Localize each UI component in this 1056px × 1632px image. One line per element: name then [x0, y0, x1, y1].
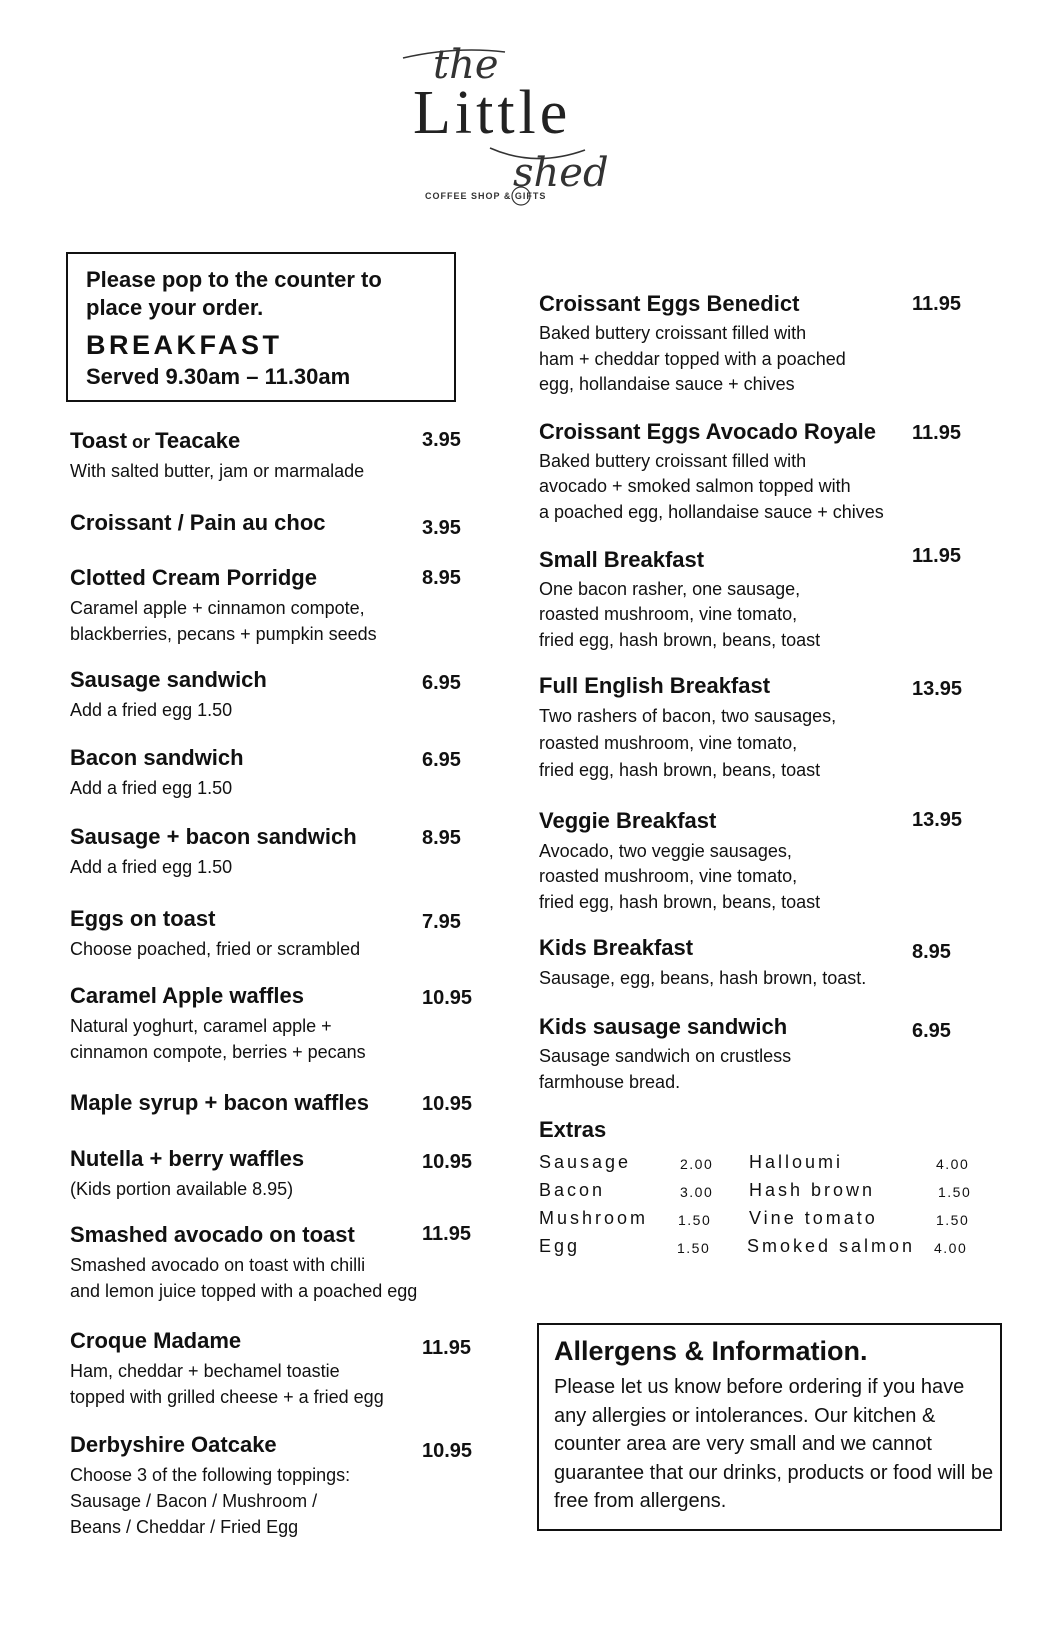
- allergens-box: [537, 1323, 1002, 1531]
- menu-item-name: Veggie Breakfast: [539, 808, 717, 833]
- menu-item-price: 11.95: [422, 1337, 471, 1359]
- logo-shed: shed: [513, 150, 609, 196]
- menu-item-price: 11.95: [912, 545, 961, 567]
- menu-item-name: Eggs on toast: [70, 906, 216, 931]
- menu-item-name: Kids Breakfast: [539, 935, 694, 960]
- menu-item-price: 6.95: [912, 1020, 951, 1042]
- menu-item-name: Sausage + bacon sandwich: [70, 824, 357, 849]
- menu-item-price: 10.95: [422, 1151, 473, 1173]
- allergens-body: Please let us know before ordering if you have any allergies or intolerances. Our kitchen & counter area are very small and we cannot guarantee that our drinks, products or food will be free from allergens.: [554, 1376, 994, 1512]
- menu-item-name: Kids sausage sandwich: [539, 1014, 788, 1039]
- menu-item-description: Sausage / Bacon / Mushroom /: [70, 1491, 318, 1511]
- menu-item-name: Croissant Eggs Benedict: [539, 291, 800, 316]
- menu-item-price: 10.95: [422, 1093, 473, 1115]
- extra-price: 4.00: [936, 1156, 970, 1172]
- extra-name: Hash brown: [749, 1180, 876, 1200]
- breakfast-heading: BREAKFAST: [86, 330, 283, 360]
- menu-item-description: Avocado, two veggie sausages,: [539, 841, 792, 861]
- menu-item-price: 13.95: [912, 678, 963, 700]
- menu-item-price: 8.95: [422, 567, 461, 589]
- menu-item-price: 7.95: [422, 911, 461, 933]
- menu-item-price: 13.95: [912, 809, 963, 831]
- menu-item-name: Full English Breakfast: [539, 673, 771, 698]
- menu-item-description: Choose 3 of the following toppings:: [70, 1465, 351, 1485]
- menu-item-price: 11.95: [422, 1223, 471, 1245]
- menu-item-name: Derbyshire Oatcake: [70, 1432, 277, 1457]
- menu-item-name: Croque Madame: [70, 1328, 242, 1353]
- menu-item-description: fried egg, hash brown, beans, toast: [539, 760, 821, 780]
- menu-item-description: fried egg, hash brown, beans, toast: [539, 630, 821, 650]
- menu-item-price: 11.95: [912, 293, 961, 315]
- logo-tagline: COFFEE SHOP & GIFTS: [425, 191, 547, 201]
- menu-item-description: roasted mushroom, vine tomato,: [539, 604, 798, 624]
- menu-item-name: Small Breakfast: [539, 547, 705, 572]
- menu-item-name: Clotted Cream Porridge: [70, 565, 317, 590]
- menu-item-description: Two rashers of bacon, two sausages,: [539, 706, 837, 726]
- menu-item-description: avocado + smoked salmon topped with: [539, 476, 851, 496]
- logo: [395, 38, 635, 216]
- menu-item-description: farmhouse bread.: [539, 1072, 681, 1092]
- menu-item-price: 8.95: [912, 941, 951, 963]
- menu-item-description: One bacon rasher, one sausage,: [539, 579, 801, 599]
- menu-item-description: roasted mushroom, vine tomato,: [539, 733, 798, 753]
- extras-heading: Extras: [539, 1117, 607, 1142]
- menu-item-price: 10.95: [422, 987, 473, 1009]
- extra-name: Egg: [539, 1236, 581, 1256]
- menu-item-description: blackberries, pecans + pumpkin seeds: [70, 624, 377, 644]
- menu-item-name: Toast or Teacake: [70, 428, 241, 453]
- menu-item-description: fried egg, hash brown, beans, toast: [539, 892, 821, 912]
- extra-name: Halloumi: [749, 1152, 844, 1172]
- menu-item-description: Sausage, egg, beans, hash brown, toast.: [539, 968, 867, 988]
- menu-item-price: 6.95: [422, 749, 461, 771]
- logo-the: the: [433, 42, 499, 88]
- menu-item-name: Smashed avocado on toast: [70, 1222, 355, 1247]
- extra-name: Mushroom: [539, 1208, 649, 1228]
- allergens-title: Allergens & Information.: [554, 1336, 868, 1366]
- menu-item-price: 3.95: [422, 517, 461, 539]
- menu-item-description: Baked buttery croissant filled with: [539, 323, 807, 343]
- menu-item-price: 3.95: [422, 429, 461, 451]
- extra-name: Sausage: [539, 1152, 632, 1172]
- menu-item-name: Croissant / Pain au choc: [70, 510, 326, 535]
- menu-item-description: (Kids portion available 8.95): [70, 1179, 294, 1199]
- logo-little: Little: [413, 79, 572, 147]
- order-info-box: [66, 252, 456, 402]
- menu-item-description: With salted butter, jam or marmalade: [70, 461, 365, 481]
- menu-item-description: Add a fried egg 1.50: [70, 857, 233, 877]
- extra-price: 1.50: [938, 1184, 972, 1200]
- extra-price: 1.50: [677, 1240, 711, 1256]
- menu-item-description: a poached egg, hollandaise sauce + chives: [539, 502, 884, 522]
- menu-item-description: Smashed avocado on toast with chilli: [70, 1255, 366, 1275]
- menu-item-description: ham + cheddar topped with a poached: [539, 349, 846, 369]
- menu-item-name: Maple syrup + bacon waffles: [70, 1090, 369, 1115]
- menu-item-description: Natural yoghurt, caramel apple +: [70, 1016, 332, 1036]
- menu-item-description: Ham, cheddar + bechamel toastie: [70, 1361, 340, 1381]
- menu-item-description: and lemon juice topped with a poached egg: [70, 1281, 418, 1301]
- menu-item-description: Beans / Cheddar / Fried Egg: [70, 1517, 299, 1537]
- served-hours: Served 9.30am – 11.30am: [86, 364, 351, 389]
- menu-item-name: Croissant Eggs Avocado Royale: [539, 419, 877, 444]
- menu-item-name: Bacon sandwich: [70, 745, 244, 770]
- extra-name: Smoked salmon: [747, 1236, 916, 1256]
- menu-item-description: Add a fried egg 1.50: [70, 778, 233, 798]
- extra-price: 4.00: [934, 1240, 968, 1256]
- menu-item-description: Choose poached, fried or scrambled: [70, 939, 361, 959]
- menu-item-description: Baked buttery croissant filled with: [539, 451, 807, 471]
- extra-price: 3.00: [680, 1184, 714, 1200]
- extra-name: Bacon: [539, 1180, 606, 1200]
- order-instruction-line2: place your order.: [86, 295, 264, 320]
- menu-item-description: Sausage sandwich on crustless: [539, 1046, 792, 1066]
- menu-item-description: Caramel apple + cinnamon compote,: [70, 598, 365, 618]
- extra-price: 1.50: [678, 1212, 712, 1228]
- extra-price: 2.00: [680, 1156, 714, 1172]
- menu-item-price: 11.95: [912, 422, 961, 444]
- extra-price: 1.50: [936, 1212, 970, 1228]
- menu-item-description: topped with grilled cheese + a fried egg: [70, 1387, 384, 1407]
- menu-item-price: 6.95: [422, 672, 461, 694]
- extra-name: Vine tomato: [749, 1208, 878, 1228]
- menu-item-description: egg, hollandaise sauce + chives: [539, 374, 795, 394]
- menu-item-price: 10.95: [422, 1440, 473, 1462]
- menu-item-price: 8.95: [422, 827, 461, 849]
- menu-item-name: Nutella + berry waffles: [70, 1146, 305, 1171]
- menu-item-description: cinnamon compote, berries + pecans: [70, 1042, 366, 1062]
- menu-item-description: roasted mushroom, vine tomato,: [539, 866, 798, 886]
- menu-item-name: Sausage sandwich: [70, 667, 267, 692]
- menu-item-name: Caramel Apple waffles: [70, 983, 304, 1008]
- order-instruction-line1: Please pop to the counter to: [86, 267, 382, 292]
- menu-item-description: Add a fried egg 1.50: [70, 700, 233, 720]
